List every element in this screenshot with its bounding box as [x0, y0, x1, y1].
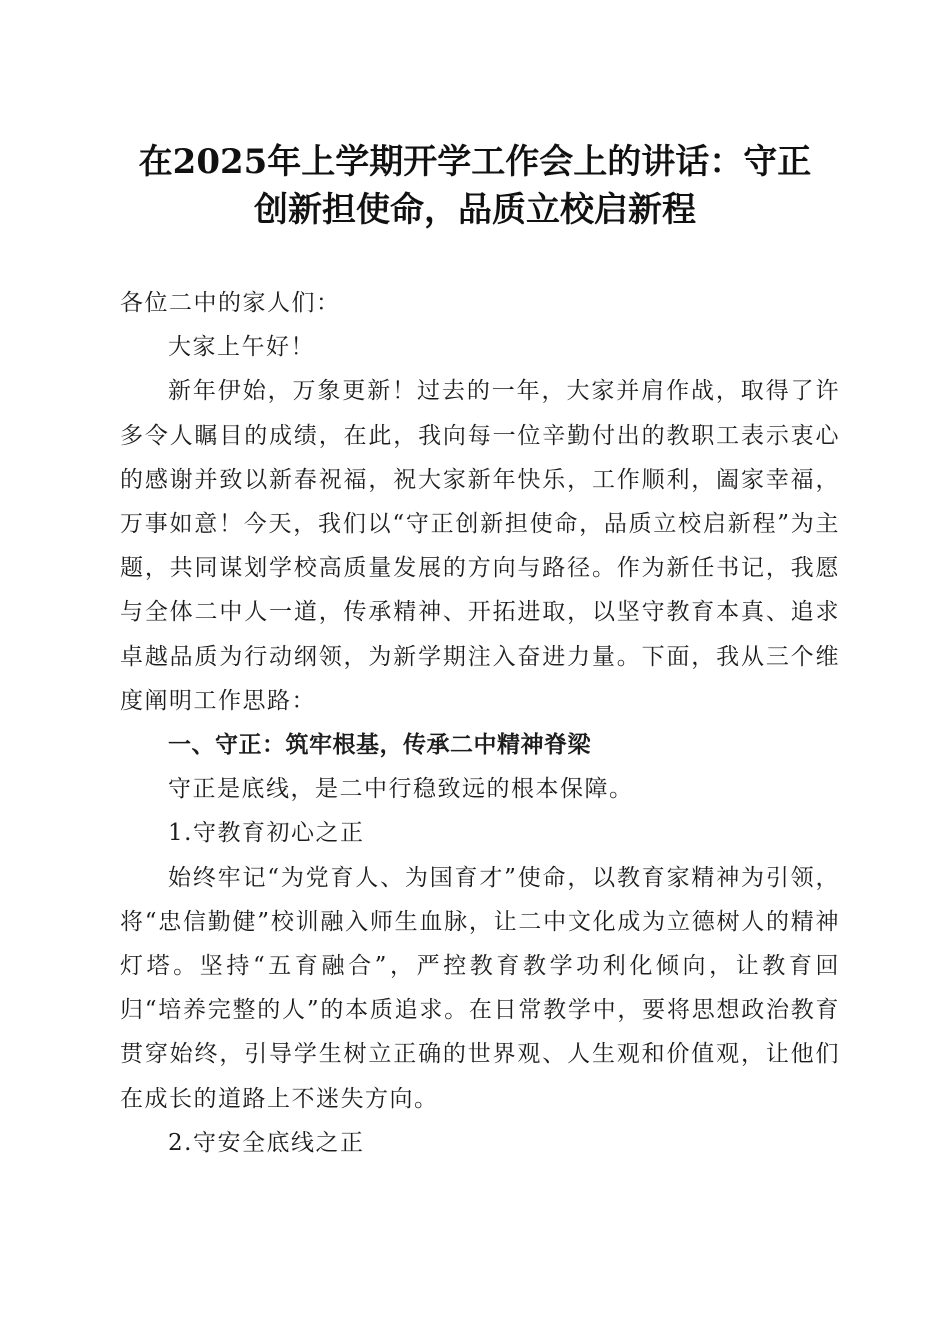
- intro-paragraph: 新年伊始，万象更新！过去的一年，大家并肩作战，取得了许多令人瞩目的成绩，在此，我向每一位辛勤付出的教职工表示衷心的感谢并致以新春祝福，祝大家新年快乐，工作顺利，阖家幸福，万事如意！今天，我们以“守正创新担使命，品质立校启新程”为主题，共同谋划学校高质量发展的方向与路径。作为新任书记，我愿与全体二中人一道，传承精神、开拓进取，以坚守教育本真、追求卓越品质为行动纲领，为新学期注入奋进力量。下面，我从三个维度阐明工作思路：: [120, 378, 840, 714]
- subsection-1-heading: 1.守教育初心之正: [168, 820, 365, 847]
- section-1-heading: 一、守正：筑牢根基，传承二中精神脊梁: [168, 732, 591, 759]
- title-line-2: 创新担使命，品质立校启新程: [254, 190, 696, 230]
- subsection-2-heading: 2.守安全底线之正: [168, 1129, 365, 1156]
- document-title: [100, 138, 850, 234]
- document-body: [120, 281, 840, 1165]
- title-line-1: 在2025年上学期开学工作会上的讲话：守正: [138, 142, 812, 182]
- subsection-1-paragraph: 始终牢记“为党育人、为国育才”使命，以教育家精神为引领，将“忠信勤健”校训融入师生血脉，让二中文化成为立德树人的精神灯塔。坚持“五育融合”，严控教育教学功利化倾向，让教育回归“培养完整的人”的本质追求。在日常教学中，要将思想政治教育贯穿始终，引导学生树立正确的世界观、人生观和价值观，让他们在成长的道路上不迷失方向。: [120, 864, 840, 1112]
- section-1-lead: 守正是底线，是二中行稳致远的根本保障。: [168, 776, 634, 803]
- greeting: 大家上午好！: [168, 334, 315, 361]
- salutation: 各位二中的家人们：: [120, 290, 341, 316]
